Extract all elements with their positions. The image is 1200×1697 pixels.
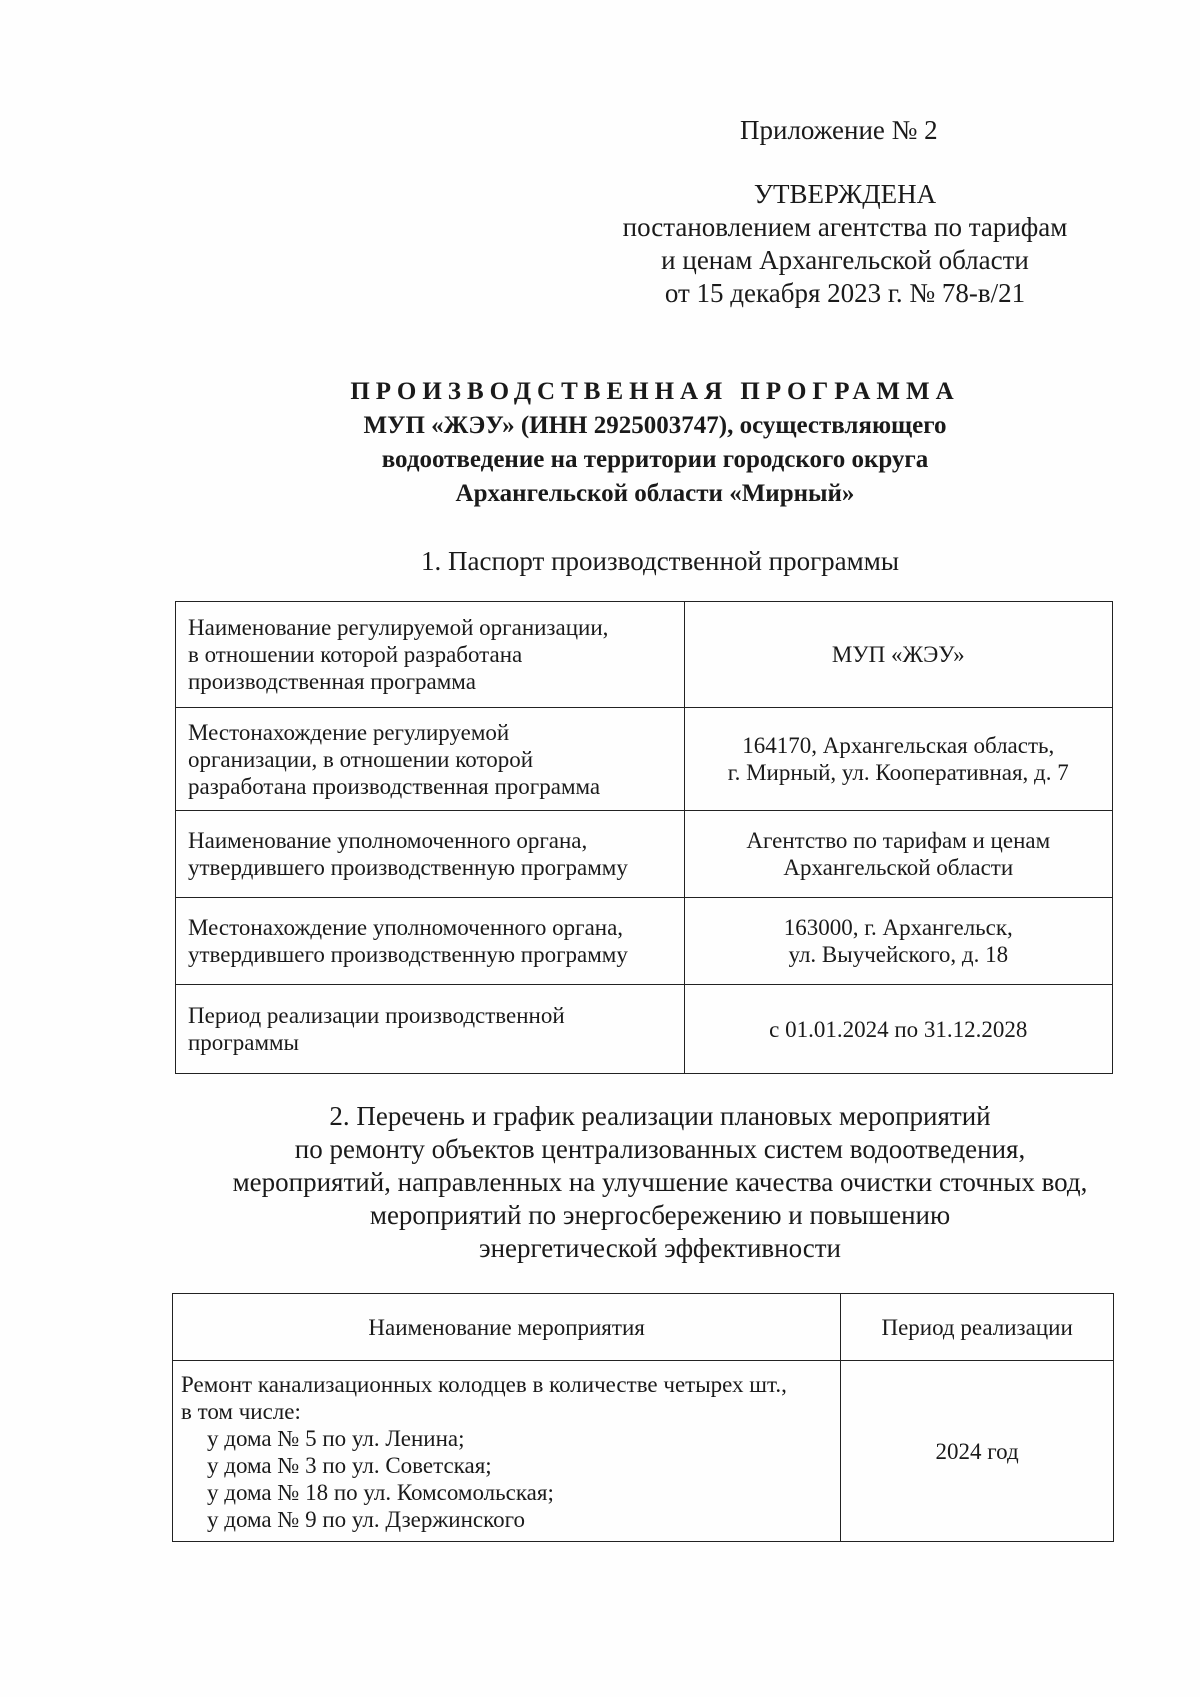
passport-value — [684, 708, 1112, 811]
label-line: утвердившего производственную программу — [188, 942, 628, 967]
approval-line: и ценам Архангельской области — [661, 245, 1029, 275]
event-description — [173, 1361, 841, 1542]
approval-line: УТВЕРЖДЕНА — [753, 179, 937, 209]
list-item: у дома № 5 по ул. Ленина; — [207, 1426, 465, 1451]
label-line: Период реализации производственной — [188, 1003, 565, 1028]
passport-label — [176, 985, 685, 1074]
value-line: Архангельской области — [783, 855, 1014, 880]
value-line: ул. Выучейского, д. 18 — [788, 942, 1009, 967]
title-line: Архангельской области «Мирный» — [455, 480, 855, 507]
title-line: ПРОИЗВОДСТВЕННАЯ ПРОГРАММА — [350, 378, 960, 405]
value-line: г. Мирный, ул. Кооперативная, д. 7 — [727, 760, 1069, 785]
document-title — [200, 375, 1110, 511]
passport-label — [176, 898, 685, 985]
passport-value — [684, 898, 1112, 985]
passport-label — [176, 811, 685, 898]
label-line: утвердившего производственную программу — [188, 855, 628, 880]
table-row — [176, 985, 1113, 1074]
label-line: Местонахождение регулируемой — [188, 719, 510, 745]
passport-value — [684, 811, 1112, 898]
passport-label — [176, 602, 685, 708]
label-line: Наименование уполномоченного органа, — [188, 828, 588, 853]
label-line: Местонахождение уполномоченного органа, — [188, 915, 624, 940]
passport-table — [175, 601, 1113, 1074]
section-2-heading — [120, 1100, 1200, 1265]
table-row — [176, 811, 1113, 898]
event-period: 2024 год — [841, 1361, 1114, 1542]
appendix-number: Приложение № 2 — [740, 115, 938, 145]
label-line: производственная программа — [188, 669, 476, 694]
label-line: разработана производственная программа — [188, 773, 601, 799]
heading-line: мероприятий, направленных на улучшение качества очистки сточных вод, — [232, 1167, 1088, 1197]
passport-value — [684, 602, 1112, 708]
events-table — [172, 1293, 1114, 1542]
section-1-heading: 1. Паспорт производственной программы — [421, 546, 899, 576]
approval-stamp-text — [600, 178, 1090, 310]
table-header-row — [173, 1294, 1114, 1361]
table-row — [176, 602, 1113, 708]
column-header-event-name: Наименование мероприятия — [173, 1294, 841, 1361]
value-line: Агентство по тарифам и ценам — [746, 828, 1051, 853]
list-item: у дома № 9 по ул. Дзержинского — [207, 1507, 525, 1532]
approval-line: от 15 декабря 2023 г. № 78-в/21 — [664, 278, 1026, 308]
event-intro-line: Ремонт канализационных колодцев в количестве четырех шт., — [181, 1372, 787, 1397]
value-line: 164170, Архангельская область, — [742, 733, 1055, 758]
heading-line: мероприятий по энергосбережению и повышению — [369, 1200, 951, 1230]
column-header-period: Период реализации — [841, 1294, 1114, 1361]
passport-value — [684, 985, 1112, 1074]
table-row — [176, 898, 1113, 985]
table-row — [176, 708, 1113, 811]
table-row — [173, 1361, 1114, 1542]
label-line: организации, в отношении которой — [188, 746, 533, 772]
value-line: МУП «ЖЭУ» — [831, 642, 965, 667]
list-item: у дома № 18 по ул. Комсомольская; — [207, 1480, 554, 1505]
event-intro-line: в том числе: — [181, 1399, 301, 1424]
event-items-list — [181, 1425, 830, 1533]
heading-line: по ремонту объектов централизованных систем водоотведения, — [294, 1134, 1026, 1164]
list-item: у дома № 3 по ул. Советская; — [207, 1453, 492, 1478]
title-line: водоотведение на территории городского округа — [381, 446, 929, 473]
heading-line: 2. Перечень и график реализации плановых мероприятий — [329, 1101, 991, 1131]
label-line: Наименование регулируемой организации, — [188, 615, 609, 640]
title-line: МУП «ЖЭУ» (ИНН 2925003747), осуществляющего — [363, 412, 947, 439]
approval-line: постановлением агентства по тарифам — [622, 212, 1068, 242]
value-line: 163000, г. Архангельск, — [783, 915, 1013, 940]
label-line: программы — [188, 1030, 300, 1055]
value-line: с 01.01.2024 по 31.12.2028 — [769, 1016, 1028, 1042]
label-line: в отношении которой разработана — [188, 642, 523, 667]
heading-line: энергетической эффективности — [479, 1233, 841, 1263]
passport-label — [176, 708, 685, 811]
